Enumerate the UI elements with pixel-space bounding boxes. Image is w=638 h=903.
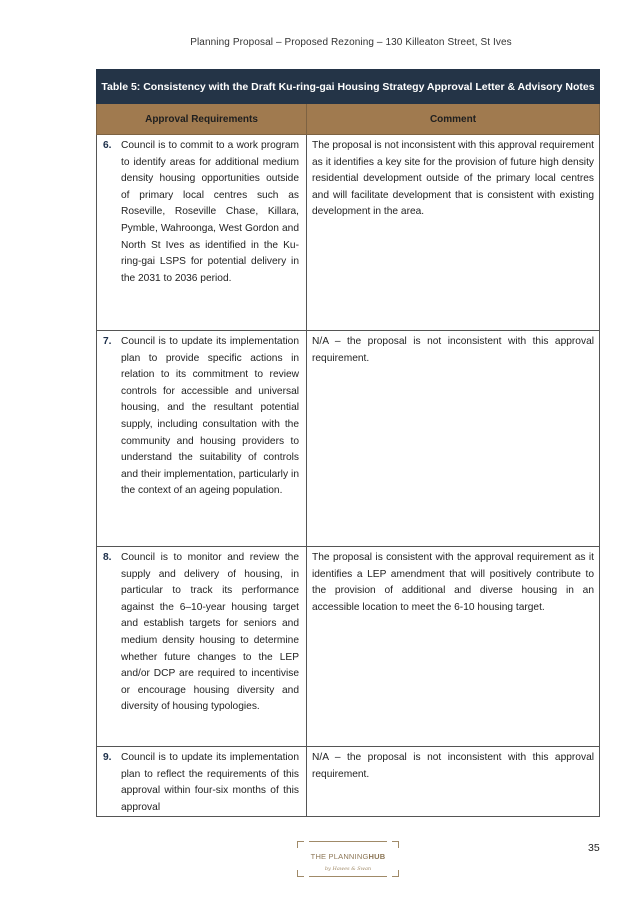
comment-cell: The proposal is consistent with the approval requirement as it identifies a LEP amendment that will positively contribute to the provision of additional and diverse housing in an accessible location to meet the 6-10 housing target. <box>307 547 600 747</box>
page-header-title: Planning Proposal – Proposed Rezoning – 130 Killeaton Street, St Ives <box>190 37 512 48</box>
requirement-cell <box>97 747 307 817</box>
column-header-comment: Comment <box>307 104 600 135</box>
requirement-cell <box>97 331 307 547</box>
page-header <box>0 37 638 48</box>
requirement-text: Council is to monitor and review the supply and delivery of housing, in particular to track its performance against the 6–10-year housing target and establish targets for seniors and medium density housing to determine whether future changes to the LEP and/or DCP are required to incentivise or encourage housing diversity and diversity of housing typologies. <box>121 552 299 713</box>
logo-wordmark <box>297 852 399 861</box>
row-number: 8. <box>103 552 112 563</box>
row-number: 9. <box>103 752 112 763</box>
table-caption: Table 5: Consistency with the Draft Ku-ring-gai Housing Strategy Approval Letter & Advisory Notes <box>97 70 600 104</box>
table-row <box>97 547 600 747</box>
logo-rule <box>309 841 387 842</box>
table-row <box>97 747 600 817</box>
page-number: 35 <box>588 842 600 854</box>
requirement-text: Council is to update its implementation plan to reflect the requirements of this approval within four-six months of this approval <box>121 752 299 813</box>
consistency-table <box>96 69 600 817</box>
row-number: 7. <box>103 336 112 347</box>
requirement-cell <box>97 135 307 331</box>
table-row <box>97 331 600 547</box>
requirement-text: Council is to update its implementation plan to provide specific actions in relation to its commitment to review controls for accessible and universal housing, and the resultant potential supply, including consultation with the community and housing providers to understand the suitability of controls and their implementation, particularly in the context of an ageing population. <box>121 336 299 497</box>
logo-bold: HUB <box>368 852 386 861</box>
comment-cell: N/A – the proposal is not inconsistent with this approval requirement. <box>307 747 600 817</box>
column-header-requirements: Approval Requirements <box>97 104 307 135</box>
logo-corner <box>297 841 304 848</box>
requirement-text: Council is to commit to a work program to identify areas for additional medium density housing opportunities outside of primary local centres such as Roseville, Roseville Chase, Killara, Pymble, Wahroonga, West Gordon and North St Ives as identified in the Ku-ring-gai LSPS for potential delivery in the 2031 to 2036 period. <box>121 140 299 284</box>
planning-hub-logo <box>297 841 399 877</box>
logo-corner <box>392 841 399 848</box>
row-number: 6. <box>103 140 112 151</box>
comment-cell: N/A – the proposal is not inconsistent with this approval requirement. <box>307 331 600 547</box>
table-row <box>97 135 600 331</box>
logo-tagline: by Hawes & Swan <box>324 866 372 872</box>
logo-prefix: THE PLANNING <box>310 852 369 861</box>
requirement-cell <box>97 547 307 747</box>
comment-cell: The proposal is not inconsistent with this approval requirement as it identifies a key site for the provision of future high density residential development outside of the primary local centres and will facilitate development that is consistent with existing development in the area. <box>307 135 600 331</box>
logo-rule <box>309 876 387 877</box>
